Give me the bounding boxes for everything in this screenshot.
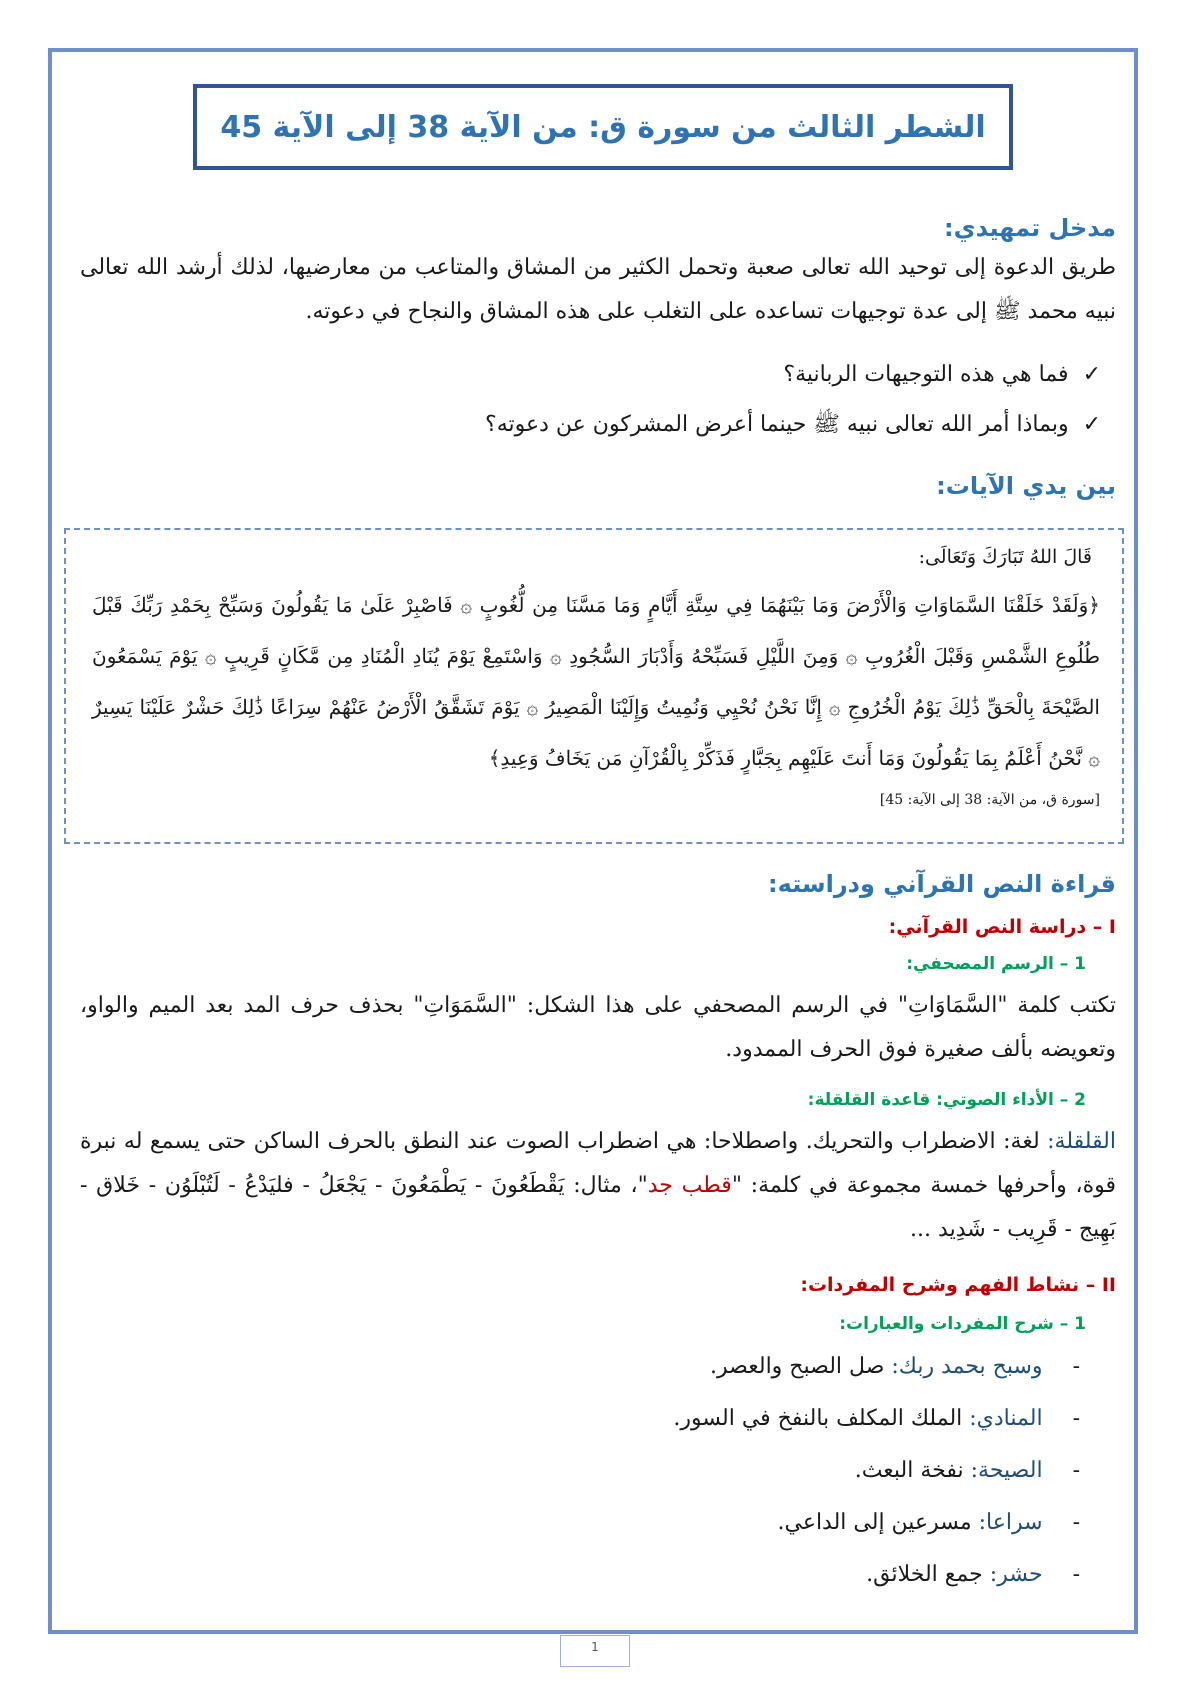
question-item (783, 362, 1101, 387)
check-icon: ✓ (1082, 362, 1101, 387)
qalqala-definition: لغة: الاضطراب والتحريك. واصطلاحا: هي اضطراب الصوت عند النطق بالحرف الساكن حتى يسمع له نبرة قوة، وأحرفها خمسة مجموعة في كلمة: " (80, 1129, 1116, 1198)
definition-meaning: نفخة البعث. (854, 1458, 971, 1483)
definition-term: وسبح بحمد ربك: (891, 1354, 1043, 1379)
part2-heading: II – نشاط الفهم وشرح المفردات: (800, 1274, 1116, 1296)
part1-heading: I – دراسة النص القرآني: (888, 916, 1116, 938)
definition-term: المنادي: (969, 1406, 1043, 1431)
verses-intro: قَالَ اللهُ تَبَارَكَ وَتَعَالَى: (918, 546, 1092, 568)
question-text: فما هي هذه التوجيهات الربانية؟ (783, 362, 1069, 387)
page-number: 1 (560, 1635, 630, 1667)
definition-meaning: الملك المكلف بالنفخ في السور. (673, 1406, 970, 1431)
qalqala-examples: "، مثال: يَقْطَعُونَ - يَطْمَعُونَ - يَجْعَلُ - فليَدْعُ - لَتُبْلَوُن - خَلاق - بَهِيج - قَرِيب - شَدِيد ... (80, 1173, 1116, 1242)
definition-item: -الصيحة: نفخة البعث. (854, 1458, 1080, 1483)
definition-term: الصيحة: (970, 1458, 1043, 1483)
intro-heading: مدخل تمهيدي: (944, 214, 1116, 242)
check-icon: ✓ (1082, 412, 1101, 437)
definition-item: -حشر: جمع الخلائق. (866, 1562, 1080, 1587)
sub2-text (80, 1120, 1116, 1252)
sub1-text: تكتب كلمة "السَّمَاوَاتِ" في الرسم المصحفي على هذا الشكل: "السَّمَوَاتِ" بحذف حرف المد بعد الميم والواو، وتعويضه بألف صغيرة فوق الحرف الممدود. (80, 993, 1116, 1062)
definition-meaning: جمع الخلائق. (866, 1562, 990, 1587)
qalqala-letters: قطب جد (647, 1173, 732, 1198)
question-item (485, 410, 1101, 442)
question-text: وبماذا أمر الله تعالى نبيه ﷺ حينما أعرض المشركون عن دعوته؟ (485, 412, 1069, 437)
title-box (193, 84, 1013, 170)
definition-meaning: صل الصبح والعصر. (710, 1354, 892, 1379)
verses-text: ﴿وَلَقَدْ خَلَقْنَا السَّمَاوَاتِ وَالْأَرْضَ وَمَا بَيْنَهُمَا فِي سِتَّةِ أَيَّامٍ وَمَا مَسَّنَا مِن لُّغُوبٍ ۞ فَاصْبِرْ عَلَىٰ مَا يَقُولُونَ وَسَبِّحْ بِحَمْدِ رَبِّكَ قَبْلَ طُلُوعِ الشَّمْسِ وَقَبْلَ الْغُرُوبِ ۞ وَمِنَ اللَّيْلِ فَسَبِّحْهُ وَأَدْبَارَ السُّجُودِ ۞ وَاسْتَمِعْ يَوْمَ يُنَادِ الْمُنَادِ مِن مَّكَانٍ قَرِيبٍ ۞ يَوْمَ يَسْمَعُونَ الصَّيْحَةَ بِالْحَقِّ ذَٰلِكَ يَوْمُ الْخُرُوجِ ۞ إِنَّا نَحْنُ نُحْيِي وَنُمِيتُ وَإِلَيْنَا الْمَصِيرُ ۞ يَوْمَ تَشَقَّقُ الْأَرْضُ عَنْهُمْ سِرَاعًا ذَٰلِكَ حَشْرٌ عَلَيْنَا يَسِيرٌ ۞ نَّحْنُ أَعْلَمُ بِمَا يَقُولُونَ وَمَا أَنتَ عَلَيْهِم بِجَبَّارٍ فَذَكِّرْ بِالْقُرْآنِ مَن يَخَافُ وَعِيدِ﴾ (92, 593, 1101, 770)
definition-term: سراعا: (978, 1510, 1043, 1535)
definition-item: -المنادي: الملك المكلف بالنفخ في السور. (673, 1406, 1080, 1431)
verses-reference: [سورة ق، من الآية: 38 إلى الآية: 45] (879, 792, 1100, 808)
sub1-heading: 1 – الرسم المصحفي: (906, 954, 1086, 974)
definition-meaning: مسرعين إلى الداعي. (777, 1510, 979, 1535)
definition-term: حشر: (989, 1562, 1043, 1587)
verses-heading: بين يدي الآيات: (936, 472, 1116, 500)
intro-paragraph: طريق الدعوة إلى توحيد الله تعالى صعبة وتحمل الكثير من المشاق والمتاعب من معارضيها، لذلك أرشد الله تعالى نبيه محمد ﷺ إلى عدة توجيهات تساعده على التغلب على هذه المشاق والنجاح في دعوته. (80, 255, 1116, 324)
qalqala-term: القلقلة: (1047, 1129, 1116, 1154)
definition-item: -وسبح بحمد ربك: صل الصبح والعصر. (710, 1354, 1080, 1379)
page-title: الشطر الثالث من سورة ق: من الآية 38 إلى الآية 45 (220, 109, 986, 145)
sub3-heading: 1 – شرح المفردات والعبارات: (839, 1314, 1086, 1334)
sub2-heading: 2 – الأداء الصوتي: قاعدة القلقلة: (807, 1090, 1086, 1110)
reading-heading: قراءة النص القرآني ودراسته: (768, 870, 1116, 898)
definition-item: -سراعا: مسرعين إلى الداعي. (777, 1510, 1080, 1535)
verses-box (64, 528, 1124, 844)
